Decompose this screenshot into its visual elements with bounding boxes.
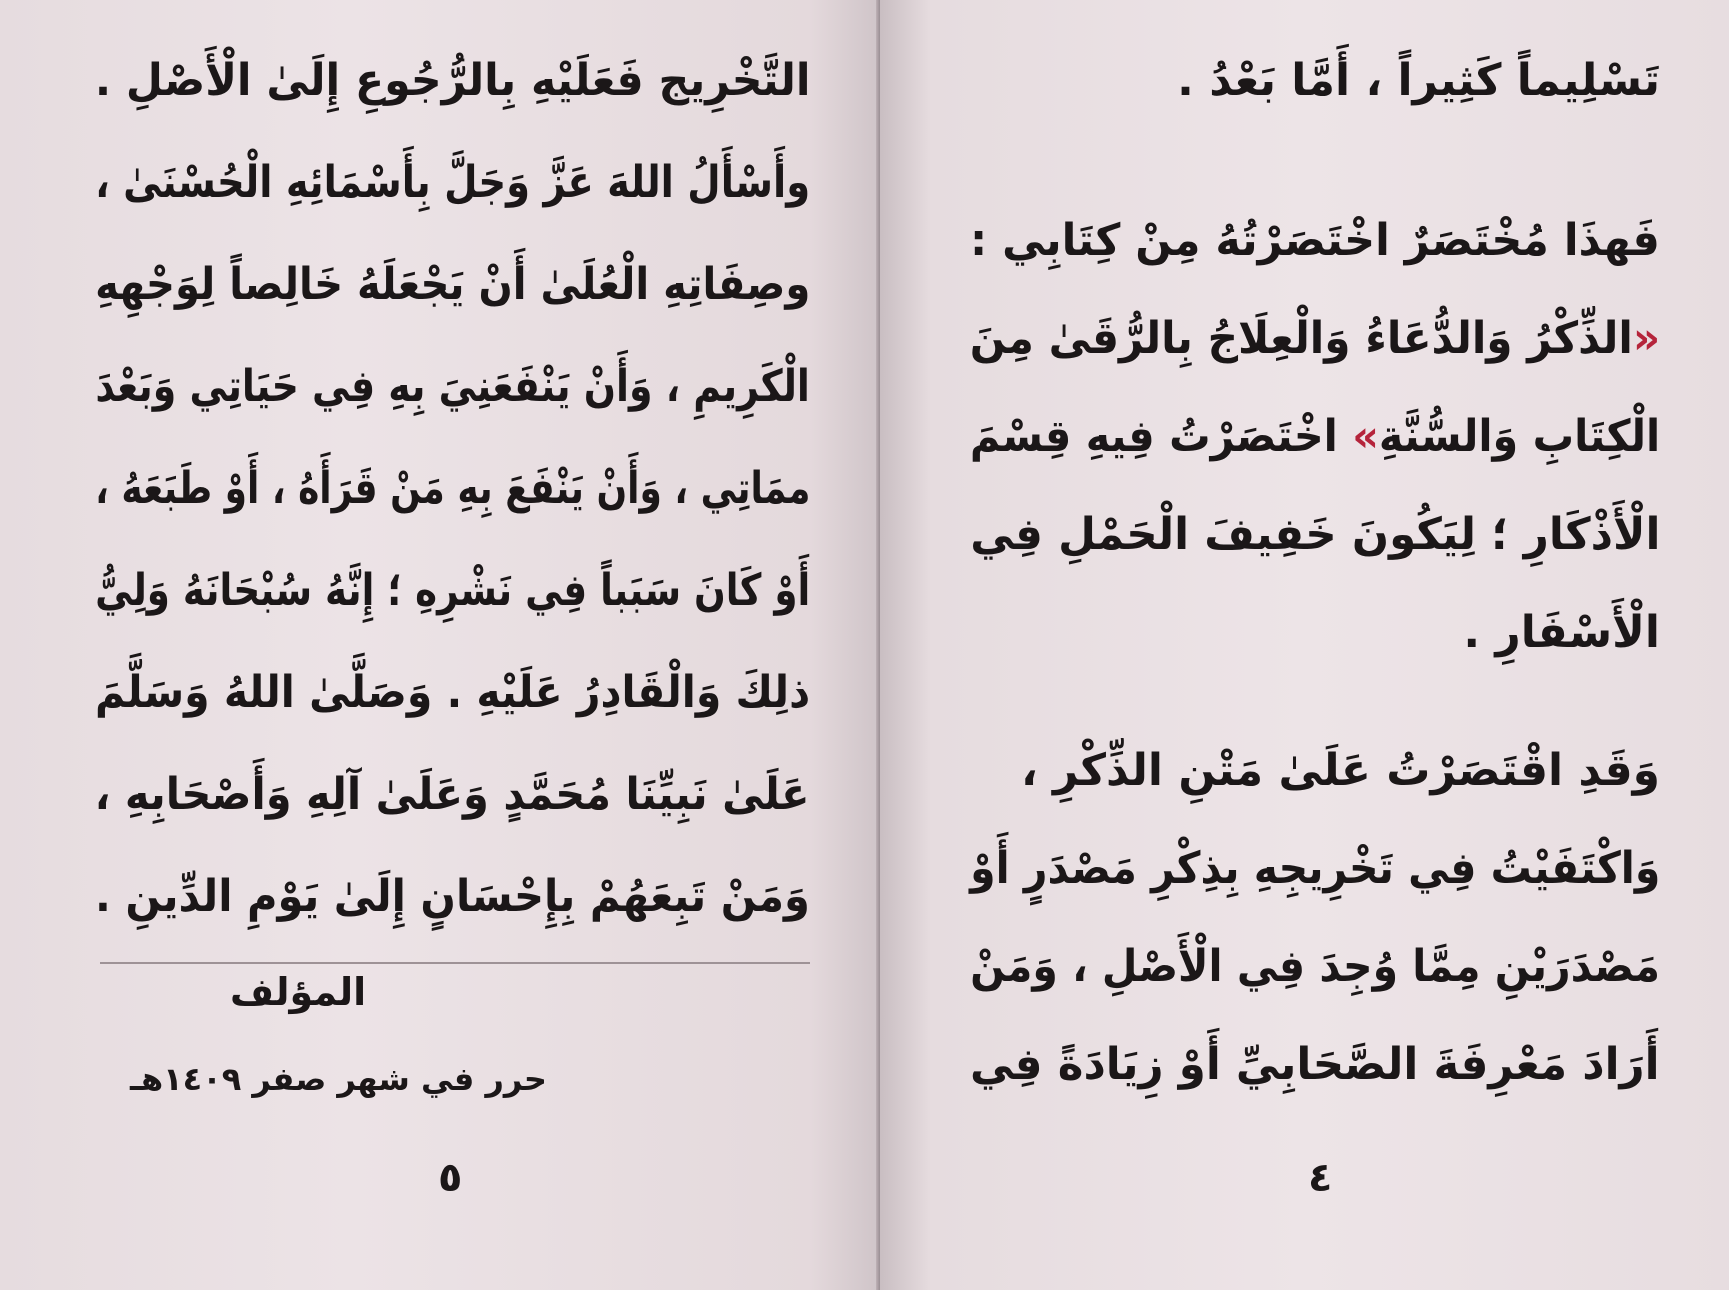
open-quote-mark: « xyxy=(1632,313,1660,364)
left-page-body xyxy=(95,55,810,935)
left-line-5: ممَاتِي ، وَأَنْ يَنْفَعَ بِهِ مَنْ قَرَأَهُ ، أَوْ طَبَعَهُ ، xyxy=(94,463,810,514)
right-line-4-text: «الذِّكْرُ وَالدُّعَاءُ وَالْعِلَاجُ بِالرُّقَىٰ مِنَ xyxy=(969,313,1660,364)
page-number-right: ٤ xyxy=(1308,1155,1333,1201)
right-line-9: وَقَدِ اقْتَصَرْتُ عَلَىٰ مَتْنِ الذِّكْرِ ، xyxy=(1021,745,1660,796)
left-line-7: ذلِكَ وَالْقَادِرُ عَلَيْهِ . وَصَلَّىٰ اللهُ وَسَلَّمَ xyxy=(94,667,810,718)
left-line-2: وأَسْأَلُ اللهَ عَزَّ وَجَلَّ بِأَسْمَائِهِ الْحُسْنَىٰ ، xyxy=(95,157,810,208)
date-note: حرر في شهر صفر ١٤٠٩هـ xyxy=(130,1060,547,1098)
page-number-left: ٥ xyxy=(438,1155,463,1201)
left-line-9: وَمَنْ تَبِعَهُمْ بِإِحْسَانٍ إِلَىٰ يَوْمِ الدِّينِ . xyxy=(95,871,810,922)
author-signature: المؤلف xyxy=(230,970,367,1014)
left-line-3: وصِفَاتِهِ الْعُلَىٰ أَنْ يَجْعَلَهُ خَالِصاً لِوَجْهِهِ xyxy=(94,259,810,310)
right-line-1: تَسْلِيماً كَثِيراً ، أَمَّا بَعْدُ . xyxy=(1177,55,1660,106)
right-line-3: فَهذَا مُخْتَصَرٌ اخْتَصَرْتُهُ مِنْ كِتَابِي : xyxy=(970,215,1660,266)
left-line-6: أَوْ كَانَ سَبَباً فِي نَشْرِهِ ؛ إِنَّهُ سُبْحَانَهُ وَلِيُّ xyxy=(94,565,810,616)
left-page-divider xyxy=(100,962,810,964)
right-page-body xyxy=(970,55,1660,1115)
right-line-7: الْأَسْفَارِ . xyxy=(1463,607,1660,658)
close-quote-mark: » xyxy=(1351,411,1379,462)
right-line-10: وَاكْتَفَيْتُ فِي تَخْرِيجِهِ بِذِكْرِ مَصْدَرٍ أَوْ xyxy=(969,843,1660,894)
left-line-4: الْكَرِيمِ ، وَأَنْ يَنْفَعَنِيَ بِهِ فِي حَيَاتِي وَبَعْدَ xyxy=(95,361,810,412)
right-line-4 xyxy=(970,313,1660,364)
right-line-5: الْكِتَابِ وَالسُّنَّةِ» اخْتَصَرْتُ فِيهِ قِسْمَ xyxy=(969,411,1660,462)
right-line-6: الْأَذْكَارِ ؛ لِيَكُونَ خَفِيفَ الْحَمْلِ فِي xyxy=(969,509,1660,560)
right-line-11: مَصْدَرَيْنِ مِمَّا وُجِدَ فِي الْأَصْلِ ، وَمَنْ xyxy=(970,941,1660,992)
right-line-12: أَرَادَ مَعْرِفَةَ الصَّحَابِيِّ أَوْ زِيَادَةً فِي xyxy=(970,1039,1660,1090)
left-line-1: التَّخْرِيج فَعَلَيْهِ بِالرُّجُوعِ إِلَىٰ الْأَصْلِ . xyxy=(94,55,810,106)
left-line-8: عَلَىٰ نَبِيِّنَا مُحَمَّدٍ وَعَلَىٰ آلِهِ وَأَصْحَابِهِ ، xyxy=(95,769,810,820)
